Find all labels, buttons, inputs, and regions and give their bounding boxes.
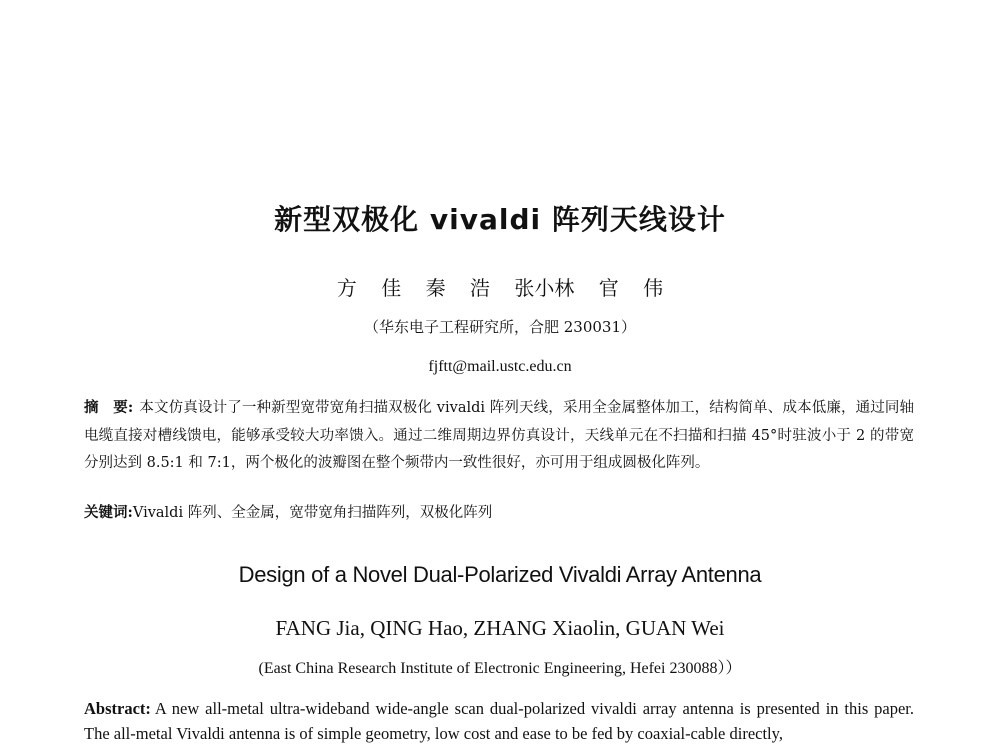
abstract-label-chinese: 摘 要: (84, 399, 134, 416)
affiliation-english: (East China Research Institute of Electronic Engineering, Hefei 230088）） (258, 660, 742, 677)
abstract-text-chinese: 本文仿真设计了一种新型宽带宽角扫描双极化 vivaldi 阵列天线，采用全金属整体加工，结构简单、成本低廉，通过同轴电缆直接对槽线馈电，能够承受较大功率馈入。通过二维周期边界仿真设计，天线单元在不扫描和扫描 45°时驻波小于 2 的带宽分别达到 8.5:1 和 7:1，两个极化的波瓣图在整个频带内一致性很好，亦可用于组成圆极化阵列。 (84, 400, 915, 471)
author-email: fjftt@mail.ustc.edu.cn (428, 358, 572, 375)
keywords-text-chinese: Vivaldi 阵列、全金属，宽带宽角扫描阵列，双极化阵列 (132, 505, 493, 521)
paper-title-chinese: 新型双极化 vivaldi 阵列天线设计 (274, 203, 726, 236)
author-list-chinese: 方 佳 秦 浩 张小林 官 伟 (336, 276, 664, 300)
abstract-text-english: A new all-metal ultra-wideband wide-angle scan dual-polarized vivaldi array antenna is presented in this paper. The all-metal Vivaldi antenna is of simple geometry, low cost and ease to be fed by coaxial-cable directly, (84, 699, 914, 743)
abstract-english (84, 696, 914, 746)
paper-title-english: Design of a Novel Dual-Polarized Vivaldi Array Antenna (238, 562, 762, 587)
affiliation-chinese: （华东电子工程研究所，合肥 230031） (363, 318, 637, 336)
abstract-chinese (84, 394, 914, 478)
author-list-english: FANG Jia, QING Hao, ZHANG Xiaolin, GUAN Wei (275, 616, 725, 640)
keywords-chinese (84, 501, 914, 525)
keywords-label-chinese: 关键词: (84, 504, 133, 521)
abstract-label-english: Abstract: (84, 699, 151, 718)
